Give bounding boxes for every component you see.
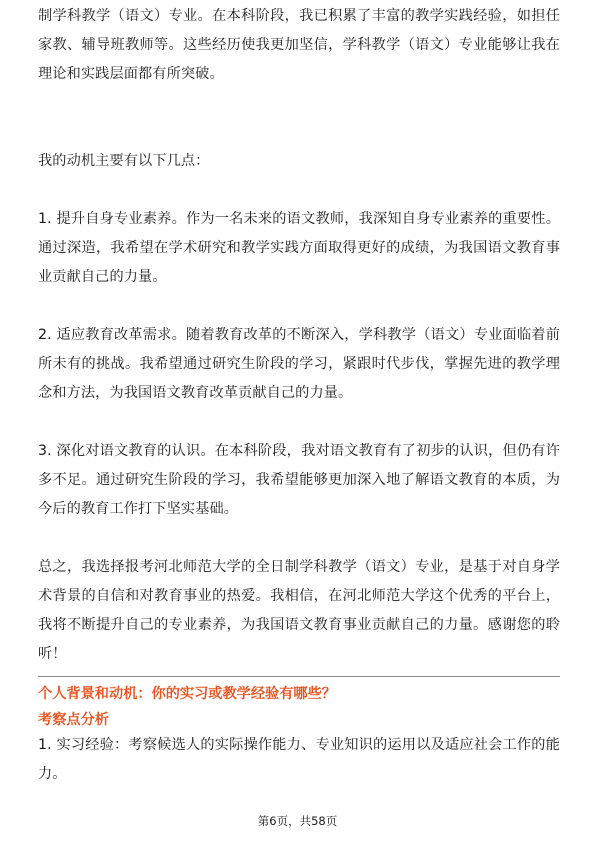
paragraph-conclusion: 总之，我选择报考河北师范大学的全日制学科教学（语文）专业，是基于对自身学术背景的自信和对教育事业的热爱。我相信，在河北师范大学这个优秀的平台上，我将不断提升自己的专业素养，为我国语文教育事业贡献自己的力量。感谢您的聆听！ <box>38 559 560 662</box>
question-heading: 个人背景和动机：你的实习或教学经验有哪些？ <box>38 686 336 702</box>
paragraph-background: 制学科教学（语文）专业。在本科阶段，我已积累了丰富的教学实践经验，如担任家教、辅导班教师等。这些经历使我更加坚信，学科教学（语文）专业能够让我在理论和实践层面都有所突破。 <box>38 8 560 82</box>
paragraph-motivation-2: 2. 适应教育改革需求。随着教育改革的不断深入，学科教学（语文）专业面临着前所未有的挑战。我希望通过研究生阶段的学习，紧跟时代步伐，掌握先进的教学理念和方法，为我国语文教育改革贡献自己的力量。 <box>38 327 560 401</box>
page-number-footer: 第6页，共58页 <box>257 814 338 828</box>
section-divider <box>38 676 560 677</box>
paragraph-motivation-1: 1. 提升自身专业素养。作为一名未来的语文教师，我深知自身专业素养的重要性。通过深造，我希望在学术研究和教学实践方面取得更好的成绩，为我国语文教育事业贡献自己的力量。 <box>38 211 560 285</box>
analysis-heading: 考察点分析 <box>38 712 109 728</box>
paragraph-motivation-intro: 我的动机主要有以下几点： <box>38 153 210 169</box>
analysis-point-1: 1. 实习经验：考察候选人的实际操作能力、专业知识的运用以及适应社会工作的能力。 <box>38 737 560 782</box>
paragraph-motivation-3: 3. 深化对语文教育的认识。在本科阶段，我对语文教育有了初步的认识，但仍有许多不足。通过研究生阶段的学习，我希望能够更加深入地了解语文教育的本质，为今后的教育工作打下坚实基础。 <box>38 443 560 517</box>
